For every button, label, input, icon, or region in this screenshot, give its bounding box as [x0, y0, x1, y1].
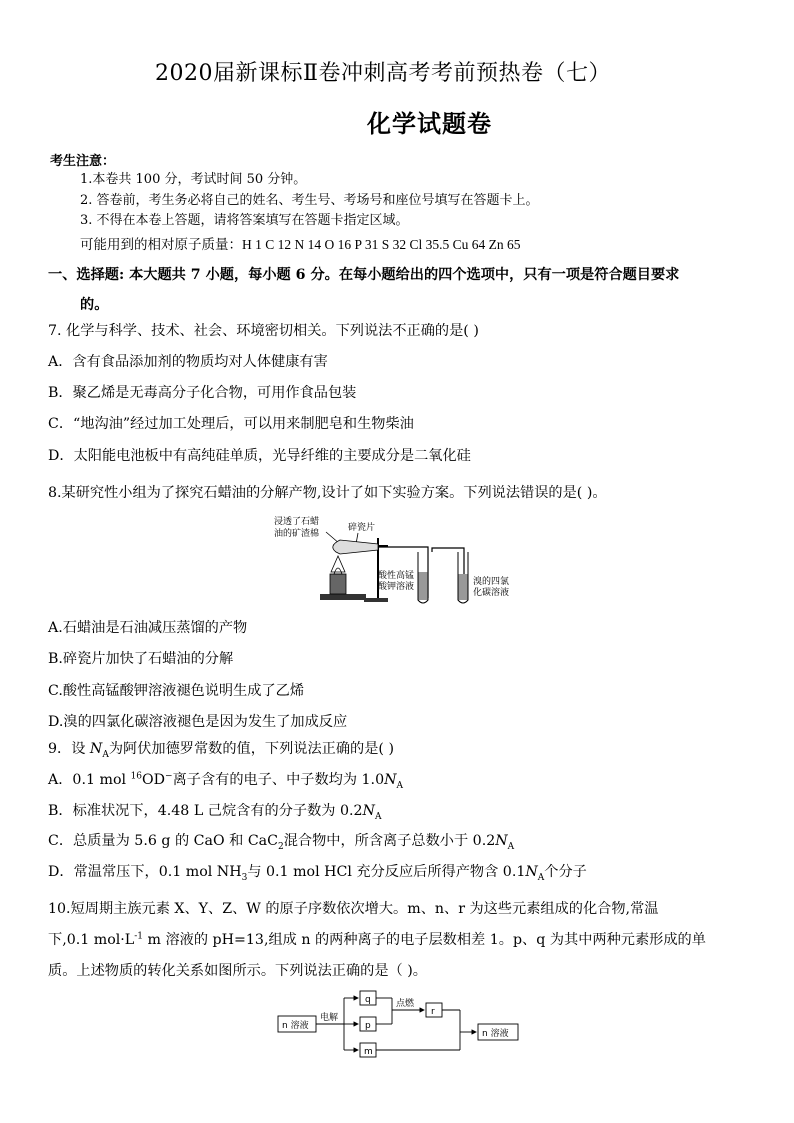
node-n-end-label: n 溶液 [482, 1029, 509, 1039]
q9-d-sub: 3 [241, 872, 248, 883]
exam-subtitle: 化学试题卷 [367, 109, 492, 138]
cracking-apparatus-figure [268, 508, 528, 608]
q9-c-na: N [495, 833, 508, 849]
q7-option-c: C．“地沟油”经过加工处理后，可以用来制肥皂和生物柴油 [48, 416, 414, 432]
q9-c-sub: 2 [278, 841, 284, 852]
q9-na-sub: A [102, 749, 109, 760]
notice-heading: 考生注意： [50, 154, 116, 169]
q9-na-symbol: N [89, 741, 103, 757]
q9-stem-post: 为阿伏加德罗常数的值，下列说法正确的是( ) [108, 741, 394, 757]
q9-c-na-sub: A [507, 841, 515, 852]
notice-item-1: 1.本卷共 100 分，考试时间 50 分钟。 [80, 172, 307, 187]
q9-c-post: 混合物中，所含离子总数小于 0.2 [283, 833, 496, 849]
fig-label-cotton-1: 浸透了石蜡 [274, 517, 320, 527]
q10-line2-post: m 溶液的 pH=13,组成 n 的两种离子的电子层数相差 1。p、q 为其中两种元素形成的单 [143, 932, 706, 948]
q10-line2-sup: -1 [134, 931, 144, 942]
q9-d-na: N [525, 864, 538, 880]
node-q-label: q [365, 995, 371, 1005]
q7-option-d: D．太阳能电池板中有高纯硅单质，光导纤维的主要成分是二氧化硅 [48, 448, 471, 464]
fig-label-kmno4-2: 酸钾溶液 [378, 582, 415, 592]
node-n-start-label: n 溶液 [282, 1021, 309, 1031]
q9-a-na: N [384, 772, 397, 788]
q9-a-post: 离子含有的电子、中子数均为 1.0 [172, 772, 385, 788]
node-m-label: m [364, 1047, 373, 1057]
q7-stem: 7. 化学与科学、技术、社会、环境密切相关。下列说法不正确的是( ) [48, 323, 479, 339]
q8-option-a: A.石蜡油是石油减压蒸馏的产物 [48, 620, 248, 636]
q10-line3: 质。上述物质的转化关系如图所示。下列说法正确的是（ )。 [48, 963, 427, 979]
q8-option-b: B.碎瓷片加快了石蜡油的分解 [48, 651, 234, 667]
q8-option-d: D.溴的四氯化碳溶液褪色是因为发生了加成反应 [48, 714, 348, 730]
q9-stem-pre: 9．设 [48, 741, 90, 757]
conversion-flow-diagram [272, 990, 532, 1062]
fig-label-kmno4-1: 酸性高锰 [378, 571, 415, 581]
fig-label-cotton-2: 油的矿渣棉 [274, 529, 320, 539]
section-heading-line1: 一、选择题: 本大题共 7 小题，每小题 6 分。在每小题给出的四个选项中，只有一项是符合题目要求 [48, 267, 680, 283]
q9-a-sup2: − [165, 771, 173, 782]
fig-label-bromine-1: 溴的四氯 [473, 577, 510, 587]
q10-line2-pre: 下,0.1 mol·L [48, 932, 135, 948]
q10-line2 [48, 929, 706, 949]
exam-title: 2020届新课标Ⅱ卷冲刺高考考前预热卷（七） [155, 61, 611, 86]
edge-electrolysis-label: 电解 [320, 1013, 339, 1023]
q9-d-pre: D．常温常压下，0.1 mol NH [48, 864, 242, 880]
q9-d-na-sub: A [537, 872, 545, 883]
notice-item-2: 2. 答卷前，考生务必将自己的姓名、考生号、考场号和座位号填写在答题卡上。 [80, 193, 539, 208]
q9-a-mid: OD [142, 772, 166, 788]
atomic-masses: 可能用到的相对原子质量：H 1 C 12 N 14 O 16 P 31 S 32 Cl 35.5 Cu 64 Zn 65 [80, 237, 521, 252]
q9-a-pre: A．0.1 mol [48, 772, 131, 788]
q9-d-post: 个分子 [544, 864, 587, 880]
q9-b-na: N [362, 803, 375, 819]
q7-option-a: A．含有食品添加剂的物质均对人体健康有害 [48, 354, 328, 370]
edge-ignite-label: 点燃 [396, 999, 415, 1009]
q9-c-pre: C．总质量为 5.6 g 的 CaO 和 CaC [48, 833, 278, 849]
q8-stem: 8.某研究性小组为了探究石蜡油的分解产物,设计了如下实验方案。下列说法错误的是( )。 [48, 485, 607, 501]
q9-option-c [48, 830, 514, 852]
q9-a-sup: 16 [130, 771, 143, 782]
node-r-label: r [431, 1007, 435, 1017]
q7-option-b: B．聚乙烯是无毒高分子化合物，可用作食品包装 [48, 385, 357, 401]
fig-label-porcelain: 碎瓷片 [348, 523, 376, 533]
node-p-label: p [365, 1021, 371, 1031]
notice-item-3: 3. 不得在本卷上答题，请将答案填写在答题卡指定区域。 [80, 213, 409, 228]
q9-option-d [48, 861, 587, 883]
q9-b-na-sub: A [374, 811, 382, 822]
q9-d-mid: 与 0.1 mol HCl 充分反应后所得产物含 0.1 [247, 864, 526, 880]
q9-stem [48, 738, 394, 760]
section-heading-line2: 的。 [80, 297, 109, 313]
q9-a-na-sub: A [396, 780, 404, 791]
fig-label-bromine-2: 化碳溶液 [473, 588, 510, 598]
q10-line1: 10.短周期主族元素 X、Y、Z、W 的原子序数依次增大。m、n、r 为这些元素组成的化合物,常温 [48, 901, 659, 917]
q8-option-c: C.酸性高锰酸钾溶液褪色说明生成了乙烯 [48, 683, 305, 699]
q9-b-pre: B．标准状况下，4.48 L 己烷含有的分子数为 0.2 [48, 803, 363, 819]
q9-option-b [48, 800, 381, 822]
q9-option-a [48, 769, 403, 791]
